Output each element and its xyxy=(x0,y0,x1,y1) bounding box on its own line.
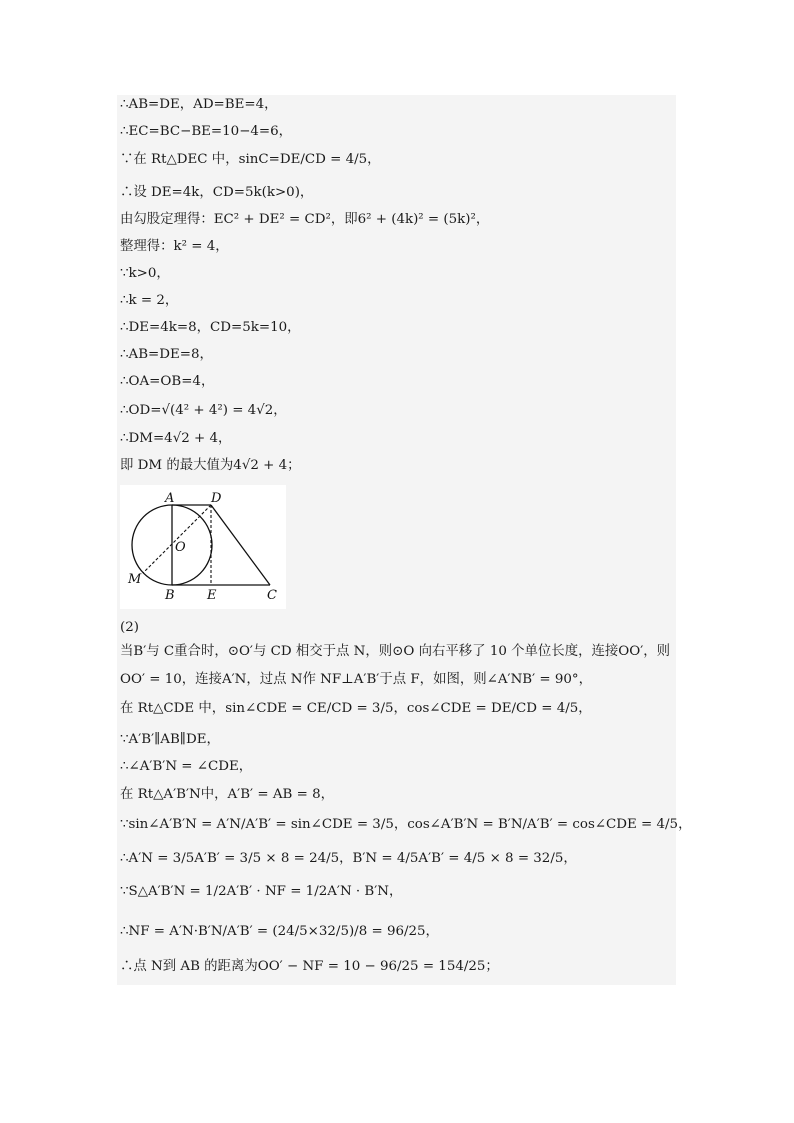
label-m: M xyxy=(128,572,142,587)
text-line: ∴k = 2， xyxy=(120,293,179,308)
geometry-figure xyxy=(120,485,286,609)
text-line: 整理得：k² = 4， xyxy=(120,239,229,254)
text-line: ∴DM=4√2 + 4， xyxy=(120,431,232,446)
text-line: ∴OA=OB=4， xyxy=(120,374,215,389)
label-e: E xyxy=(207,588,217,603)
text-line: 在 Rt△CDE 中，sin∠CDE = CE/CD = 3/5，cos∠CDE = DE/CD = 4/5， xyxy=(120,701,592,716)
text-line: ∴EC=BC−BE=10−4=6， xyxy=(120,124,293,139)
text-line: ∴A′N = 3/5A′B′ = 3/5 × 8 = 24/5，B′N = 4/5A′B′ = 4/5 × 8 = 32/5， xyxy=(120,851,577,866)
text-line: ∴点 N到 AB 的距离为OO′ − NF = 10 − 96/25 = 154/25； xyxy=(120,959,499,974)
text-line: OO′ = 10，连接A′N，过点 N作 NF⊥A′B′于点 F，如图，则∠A′NB′ = 90°， xyxy=(120,672,593,687)
text-line: 由勾股定理得：EC² + DE² = CD²，即6² + (4k)² = (5k)²， xyxy=(120,212,490,227)
text-line: 在 Rt△A′B′N中，A′B′ = AB = 8， xyxy=(120,787,334,802)
text-line: ∴∠A′B′N = ∠CDE， xyxy=(120,759,253,774)
text-line: ∵S△A′B′N = 1/2A′B′ · NF = 1/2A′N · B′N， xyxy=(120,884,403,899)
label-b: B xyxy=(165,588,175,603)
text-line: 即 DM 的最大值为4√2 + 4； xyxy=(120,458,301,473)
segment-dc xyxy=(211,505,270,585)
solution-content xyxy=(117,95,692,985)
label-o: O xyxy=(175,540,186,555)
text-line: ∴NF = A′N·B′N/A′B′ = (24/5×32/5)/8 = 96/25， xyxy=(120,924,439,939)
text-line: ∵sin∠A′B′N = A′N/A′B′ = sin∠CDE = 3/5，cos∠A′B′N = B′N/A′B′ = cos∠CDE = 4/5， xyxy=(120,817,692,832)
label-a: A xyxy=(165,491,175,506)
text-line: 当B′与 C重合时，⊙O′与 CD 相交于点 N，则⊙O 向右平移了 10 个单位长度，连接OO′，则 xyxy=(120,644,671,659)
text-line: ∴设 DE=4k，CD=5k(k>0)， xyxy=(120,185,314,200)
text-line: ∴AB=DE，AD=BE=4， xyxy=(120,97,278,112)
text-line: ∵A′B′∥AB∥DE， xyxy=(120,732,220,747)
text-line: ∴OD=√(4² + 4²) = 4√2， xyxy=(120,403,287,418)
label-d: D xyxy=(211,491,222,506)
text-line: ∴AB=DE=8， xyxy=(120,347,213,362)
text-line: (2) xyxy=(120,620,139,635)
text-line: ∵k>0， xyxy=(120,266,170,281)
segment-dm xyxy=(143,505,211,573)
text-line: ∴DE=4k=8，CD=5k=10， xyxy=(120,320,301,335)
label-c: C xyxy=(267,588,277,603)
text-line: ∵在 Rt△DEC 中，sinC=DE/CD = 4/5， xyxy=(120,152,381,167)
